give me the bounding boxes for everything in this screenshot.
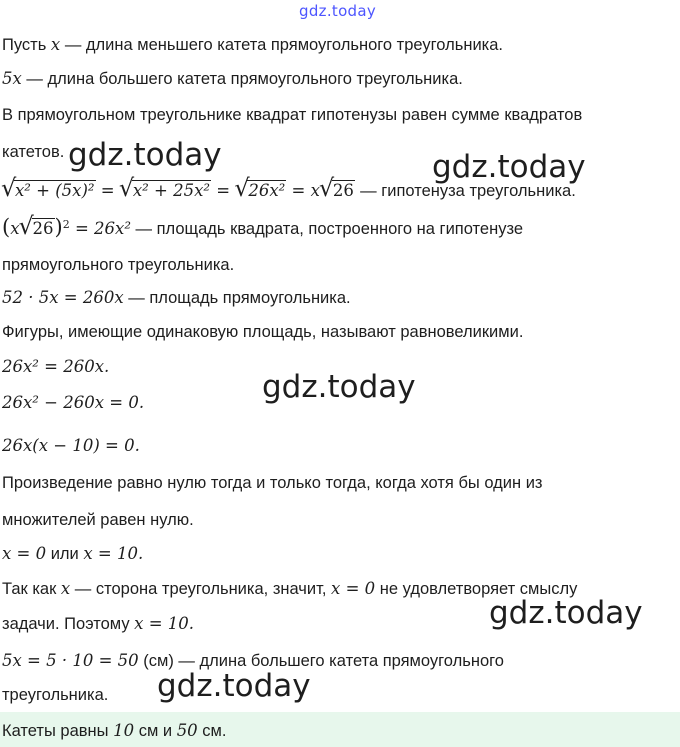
watermark-top: gdz.today: [299, 2, 377, 20]
math: 50: [176, 721, 198, 740]
line-9: [2, 321, 674, 343]
text: — сторона треугольника, значит,: [70, 580, 332, 598]
text: или: [46, 545, 84, 563]
text: Катеты равны: [2, 722, 114, 740]
hypotenuse-formula: √ x² + (5x)² = √ x² + 25x² = √ 26x² = x √ 26: [1, 174, 354, 202]
line-19: [2, 684, 674, 706]
text: — длина большего катета прямоугольного треугольника.: [21, 70, 463, 88]
sqrt-1: √ x² + (5x)²: [1, 174, 95, 202]
text: см и: [134, 722, 177, 740]
text: — площадь квадрата, построенного на гипотенузе: [130, 220, 524, 238]
sqrt-5: √ 26: [18, 212, 54, 240]
math: 5x = 5 · 10 = 50: [2, 651, 139, 670]
line-2: [2, 68, 674, 90]
text: треугольника.: [2, 686, 109, 704]
math: x = 0: [331, 579, 376, 598]
sqrt-2: √ x² + 25x²: [118, 174, 211, 202]
line-8: [2, 287, 674, 309]
watermark: gdz.today: [432, 149, 586, 185]
text: см.: [197, 722, 227, 740]
math: 10: [113, 721, 135, 740]
sqrt-3: √ 26x²: [234, 174, 286, 202]
line-13: [2, 472, 674, 494]
math: 26x² = 260x.: [2, 357, 110, 376]
text: Произведение равно нулю тогда и только тогда, когда хотя бы один из: [2, 474, 543, 492]
text: — гипотенуза треугольника.: [360, 182, 576, 200]
text: множителей равен нулю.: [2, 511, 194, 529]
math: 26x² − 260x = 0.: [2, 393, 145, 412]
watermark: gdz.today: [68, 137, 222, 173]
sqrt-4: √ 26: [318, 174, 354, 202]
text: катетов.: [2, 143, 65, 161]
text: Фигуры, имеющие одинаковую площадь, называют равновеликими.: [2, 323, 524, 341]
math: 5x: [2, 69, 22, 88]
text: прямоугольного треугольника.: [2, 256, 235, 274]
answer-box: [0, 712, 680, 747]
watermark: gdz.today: [489, 595, 643, 631]
text: Так как: [2, 580, 61, 598]
math: 26x(x − 10) = 0.: [2, 436, 140, 455]
line-18: [2, 650, 674, 672]
math: x = 10.: [83, 544, 144, 563]
math: x: [60, 579, 71, 598]
text: (см) — длина большего катета прямоугольного: [138, 652, 504, 670]
math: 52 · 5x = 260x: [2, 288, 124, 307]
line-15: [2, 543, 674, 565]
watermark: gdz.today: [262, 369, 416, 405]
text: — длина меньшего катета прямоугольного треугольника.: [60, 36, 504, 54]
text: Пусть: [2, 36, 51, 54]
line-1: [2, 34, 674, 56]
line-14: [2, 509, 674, 531]
answer-line: [2, 720, 674, 742]
text: В прямоугольном треугольнике квадрат гипотенузы равен сумме квадратов: [2, 106, 583, 124]
text: задачи. Поэтому: [2, 615, 135, 633]
line-6: [2, 212, 674, 240]
text: не удовлетворяет смыслу: [375, 580, 578, 598]
math: x = 0: [2, 544, 47, 563]
math: x = 10.: [134, 614, 195, 633]
watermark: gdz.today: [157, 668, 311, 704]
line-7: [2, 254, 674, 276]
line-12: [2, 435, 674, 457]
line-3: [2, 104, 674, 126]
text: — площадь прямоугольника.: [123, 289, 351, 307]
square-area-formula: (x √ 26)$^2$ = 26x²: [2, 212, 131, 240]
math: x: [50, 35, 61, 54]
